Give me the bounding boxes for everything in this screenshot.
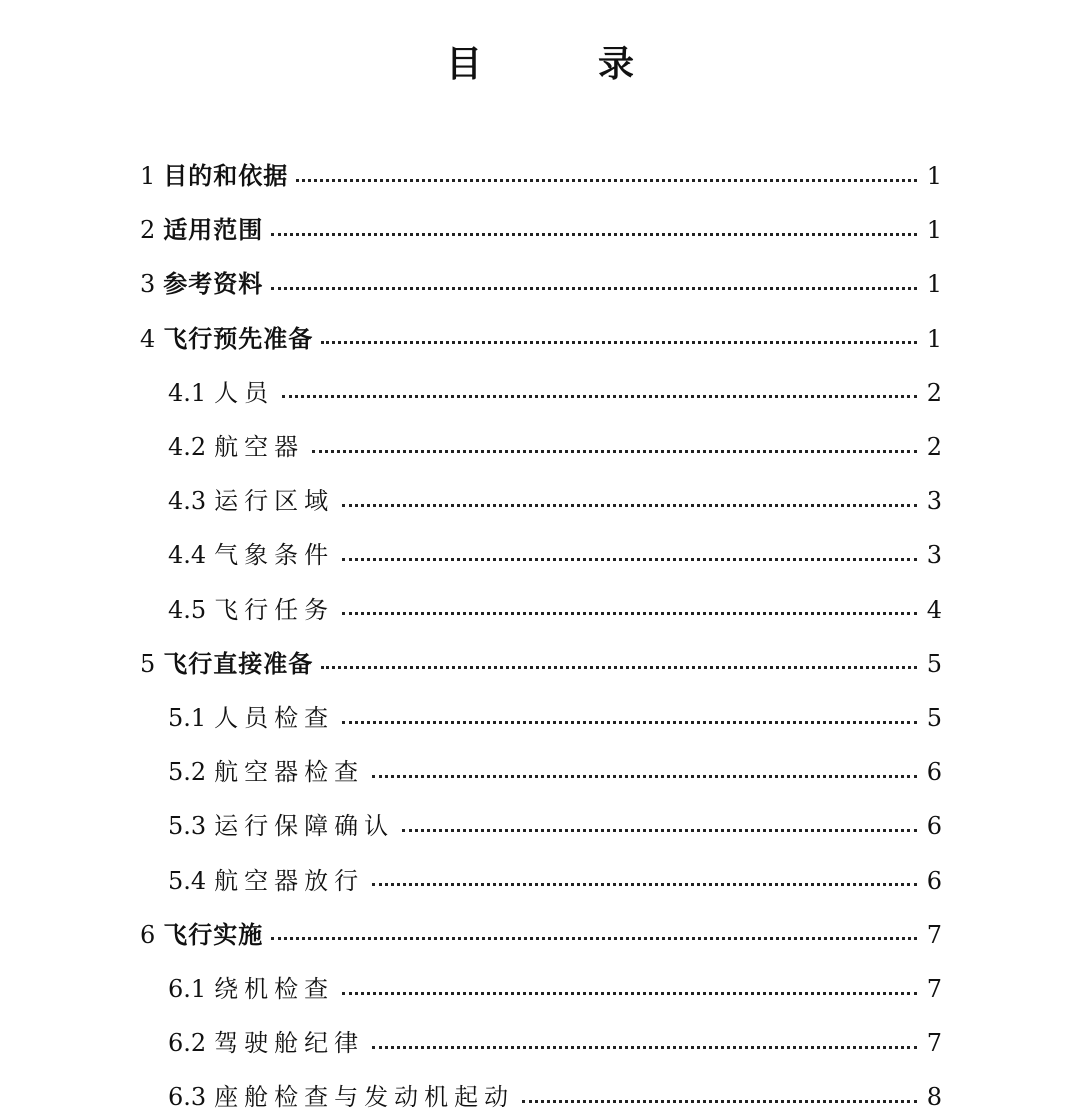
toc-dot-leader <box>522 1100 917 1103</box>
toc-entry-label: 运行保障确认 <box>214 812 395 841</box>
toc-entry-label: 飞行预先准备 <box>163 324 314 353</box>
toc-dot-leader <box>282 395 917 398</box>
toc-entry-label: 运行区域 <box>214 487 335 516</box>
toc-entry-page-number: 1 <box>926 270 942 299</box>
toc-entry-number: 6.2 <box>168 1029 207 1058</box>
toc-entry-page-number: 1 <box>926 162 942 190</box>
toc-entry-page-number: 3 <box>926 541 942 570</box>
toc-entry[interactable] <box>168 1077 942 1117</box>
toc-entry-page-number: 7 <box>926 920 942 949</box>
toc-dot-leader <box>342 504 917 507</box>
toc-entry-number: 4.4 <box>168 541 207 570</box>
toc-entry-number: 5.1 <box>168 704 207 732</box>
toc-entry[interactable] <box>168 861 942 901</box>
toc-entry[interactable] <box>168 427 942 467</box>
toc-entry-page-number: 7 <box>926 975 942 1003</box>
toc-entry-number: 6 <box>140 920 156 949</box>
toc-entry-number: 3 <box>140 270 156 299</box>
toc-entry-label: 目的和依据 <box>163 162 289 190</box>
toc-dot-leader <box>372 883 917 886</box>
toc-dot-leader <box>372 775 917 778</box>
toc-entry-label: 参考资料 <box>163 270 264 299</box>
toc-entry-label: 绕机检查 <box>214 975 335 1003</box>
toc-entry-page-number: 5 <box>926 704 942 732</box>
toc-entry-number: 2 <box>140 216 156 245</box>
toc-entry-label: 飞行任务 <box>214 595 335 624</box>
toc-dot-leader <box>342 612 917 615</box>
toc-entry-label: 适用范围 <box>163 216 264 245</box>
toc-dot-leader <box>342 721 917 724</box>
toc-entry-number: 6.3 <box>168 1083 207 1112</box>
toc-entry-number: 4.3 <box>168 487 207 516</box>
toc-entry-page-number: 7 <box>926 1029 942 1058</box>
toc-entry-label: 航空器检查 <box>214 758 365 787</box>
toc-entry-number: 5.4 <box>168 866 207 895</box>
toc-entry-page-number: 4 <box>926 595 942 624</box>
toc-entry-label: 座舱检查与发动机起动 <box>214 1083 515 1112</box>
toc-dot-leader <box>321 341 916 344</box>
toc-entry-number: 4.2 <box>168 433 207 461</box>
toc-entry[interactable] <box>140 156 942 196</box>
toc-entry[interactable] <box>168 481 942 521</box>
toc-entry-number: 5.3 <box>168 812 207 841</box>
toc-entry-label: 人员 <box>214 378 275 407</box>
toc-entry-page-number: 6 <box>926 866 942 895</box>
toc-entry[interactable] <box>168 698 942 738</box>
toc-entry[interactable] <box>168 590 942 630</box>
toc-entry[interactable] <box>168 1023 942 1063</box>
toc-dot-leader <box>342 558 917 561</box>
toc-entry[interactable] <box>140 915 942 955</box>
toc-dot-leader <box>402 829 917 832</box>
toc-entry-number: 5 <box>140 649 156 678</box>
toc-entry-page-number: 1 <box>926 216 942 245</box>
toc-dot-leader <box>372 1046 917 1049</box>
toc-entry-page-number: 6 <box>926 758 942 787</box>
toc-entry[interactable] <box>140 210 942 250</box>
toc-entry-label: 气象条件 <box>214 541 335 570</box>
toc-entry-label: 飞行实施 <box>163 920 264 949</box>
toc-dot-leader <box>312 450 917 453</box>
toc-entry-number: 4.5 <box>168 595 207 624</box>
toc-dot-leader <box>271 287 916 290</box>
toc-entry[interactable] <box>168 969 942 1009</box>
toc-entry-page-number: 2 <box>926 433 942 461</box>
toc-entry-number: 4.1 <box>168 378 207 407</box>
toc-entry-label: 航空器 <box>214 433 305 461</box>
toc-entry-page-number: 2 <box>926 378 942 407</box>
toc-entry-number: 4 <box>140 324 156 353</box>
toc-entry[interactable] <box>168 535 942 575</box>
toc-entry-label: 飞行直接准备 <box>163 649 314 678</box>
toc-entry-page-number: 3 <box>926 487 942 516</box>
toc-entry-page-number: 6 <box>926 812 942 841</box>
toc-dot-leader <box>271 233 916 236</box>
toc-entry-page-number: 5 <box>926 649 942 678</box>
toc-entry-number: 6.1 <box>168 975 207 1003</box>
toc-entry[interactable] <box>140 264 942 304</box>
toc-entry-label: 驾驶舱纪律 <box>214 1029 365 1058</box>
toc-dot-leader <box>271 937 916 940</box>
toc-entry-number: 5.2 <box>168 758 207 787</box>
toc-entry-number: 1 <box>140 162 156 190</box>
toc-entry-page-number: 1 <box>926 324 942 353</box>
toc-entry-page-number: 8 <box>926 1083 942 1112</box>
toc-entry-label: 人员检查 <box>214 704 335 732</box>
toc-entry[interactable] <box>140 644 942 684</box>
toc-entry[interactable] <box>168 752 942 792</box>
toc-dot-leader <box>321 666 916 669</box>
toc-entry[interactable] <box>140 319 942 359</box>
toc-entry-label: 航空器放行 <box>214 866 365 895</box>
toc-entry[interactable] <box>168 806 942 846</box>
page-title: 目 录 <box>445 44 674 85</box>
toc-entry[interactable] <box>168 373 942 413</box>
toc-dot-leader <box>296 179 916 182</box>
toc-dot-leader <box>342 992 917 995</box>
